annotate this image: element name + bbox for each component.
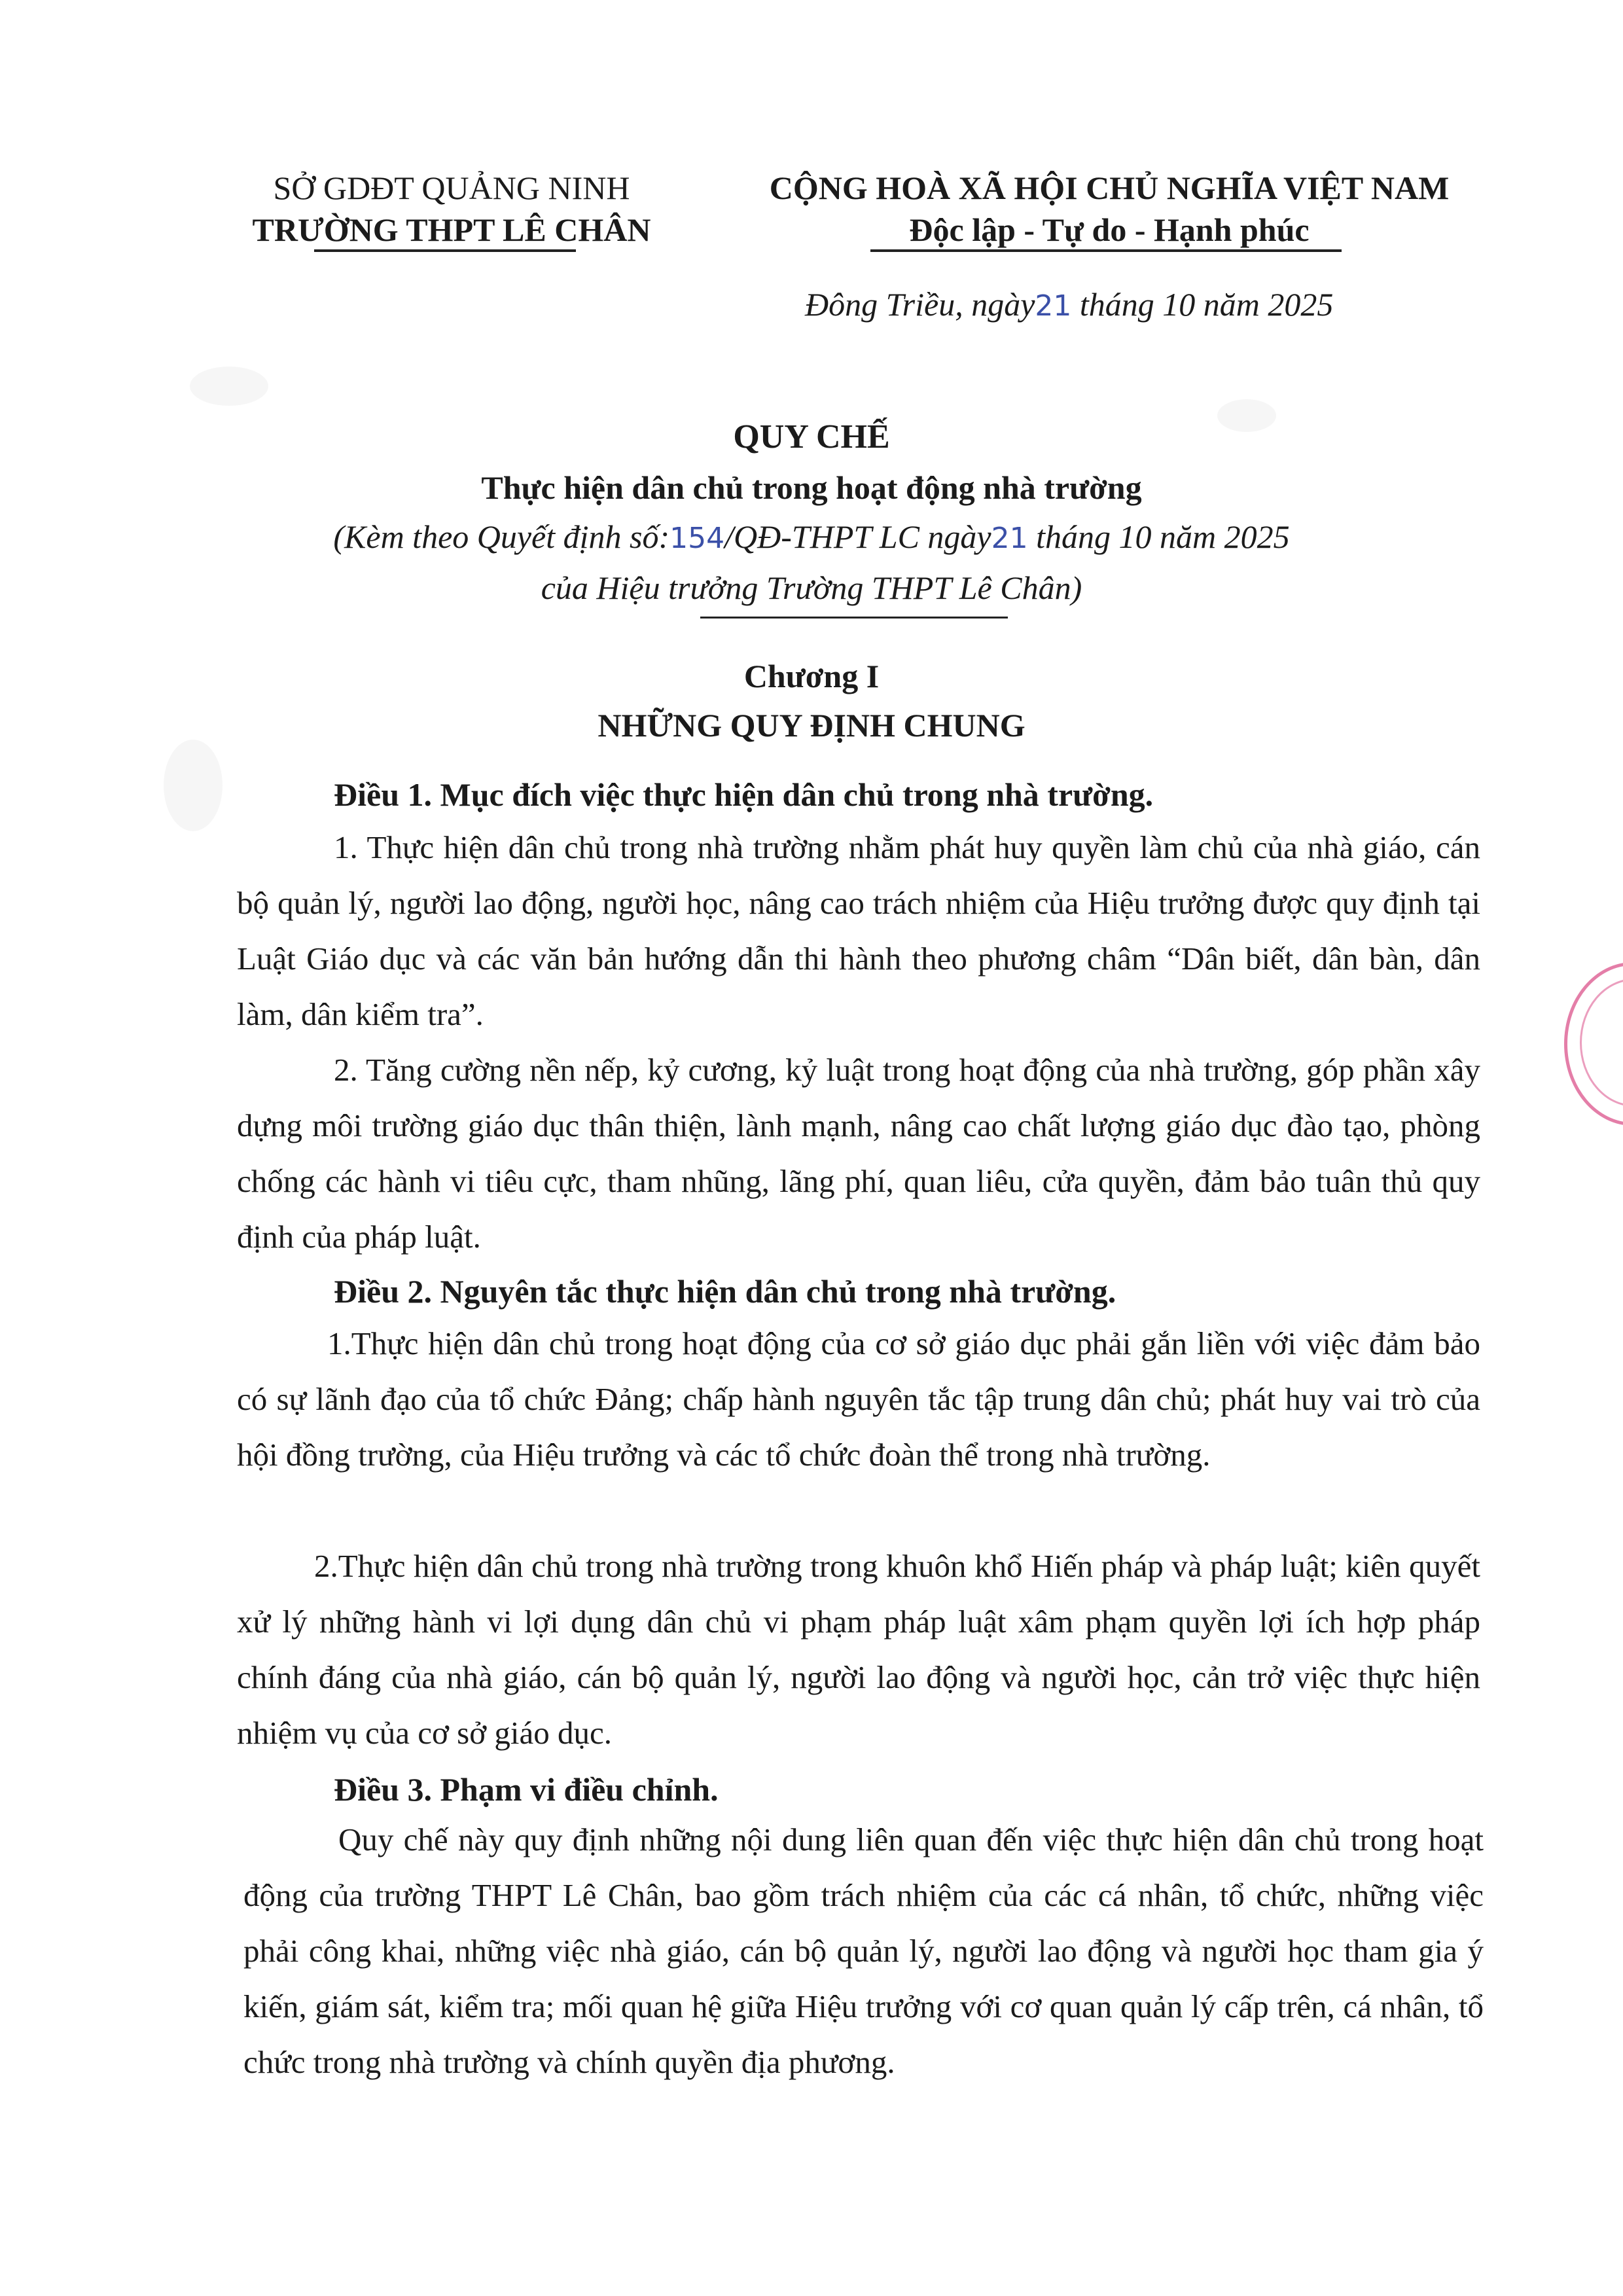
header-motto: Độc lập - Tự do - Hạnh phúc	[909, 211, 1310, 248]
document-title: QUY CHẾ	[733, 418, 890, 456]
scan-smudge	[190, 367, 268, 406]
header-school-underline	[314, 249, 576, 252]
article-2-para-2: 2.Thực hiện dân chủ trong nhà trường trong khuôn khổ Hiến pháp và pháp luật; kiên quyết xử lý những hành vi lợi dụng dân chủ vi phạm pháp luật xâm phạm quyền lợi ích hợp pháp chính đáng của nhà giáo, cán bộ quản lý, người lao động và người học, cản trở việc thực hiện nhiệm vụ của cơ sở giáo dục.	[237, 1548, 1480, 1751]
document-subtitle: Thực hiện dân chủ trong hoạt động nhà trường	[481, 469, 1142, 506]
handwritten-day: 21	[1035, 289, 1072, 323]
ref-suffix: tháng 10 năm 2025	[1036, 518, 1290, 555]
handwritten-decision-number: 154	[669, 522, 725, 555]
handwritten-ref-day: 21	[991, 522, 1028, 555]
article-2-para-1: 1.Thực hiện dân chủ trong hoạt động của cơ sở giáo dục phải gắn liền với việc đảm bảo có sự lãnh đạo của tổ chức Đảng; chấp hành nguyên tắc tập trung dân chủ; phát huy vai trò của hội đồng trường, của Hiệu trưởng và các tổ chức đoàn thể trong nhà trường.	[237, 1325, 1480, 1473]
chapter-label: Chương I	[743, 658, 880, 694]
header-nation: CỘNG HOÀ XÃ HỘI CHỦ NGHĨA VIỆT NAM	[769, 170, 1450, 206]
article-1-para-1: 1. Thực hiện dân chủ trong nhà trường nhằm phát huy quyền làm chủ của nhà giáo, cán bộ quản lý, người lao động, người học, nâng cao trách nhiệm của Hiệu trưởng được quy định tại Luật Giáo dục và các văn bản hướng dẫn thi hành theo phương châm “Dân biết, dân bàn, dân làm, dân kiểm tra”.	[237, 829, 1480, 1032]
place-date-suffix: tháng 10 năm 2025	[1079, 286, 1334, 323]
header-agency: SỞ GDĐT QUẢNG NINH	[273, 170, 630, 206]
article-1-heading: Điều 1. Mục đích việc thực hiện dân chủ trong nhà trường.	[334, 776, 1154, 813]
ref-middle: /QĐ-THPT LC ngày	[724, 518, 991, 555]
article-1-para-2: 2. Tăng cường nền nếp, kỷ cương, kỷ luật trong hoạt động của nhà trường, góp phần xây dựng môi trường giáo dục thân thiện, lành mạnh, nâng cao chất lượng giáo dục đào tạo, phòng chống các hành vi tiêu cực, tham nhũng, lãng phí, quan liêu, cửa quyền, đảm bảo tuân thủ quy định của pháp luật.	[237, 1052, 1480, 1255]
decision-reference-line2: của Hiệu trưởng Trường THPT Lê Chân)	[541, 569, 1082, 606]
title-underline	[700, 617, 1008, 619]
article-2-heading: Điều 2. Nguyên tắc thực hiện dân chủ trong nhà trường.	[334, 1273, 1116, 1310]
chapter-name: NHỮNG QUY ĐỊNH CHUNG	[597, 707, 1026, 744]
ref-prefix: (Kèm theo Quyết định số:	[333, 518, 670, 555]
header-motto-underline	[870, 249, 1342, 252]
article-3-heading: Điều 3. Phạm vi điều chỉnh.	[334, 1771, 719, 1808]
decision-reference	[0, 514, 1623, 562]
header-school: TRƯỜNG THPT LÊ CHÂN	[252, 211, 651, 248]
place-date	[805, 281, 1459, 329]
scan-smudge	[164, 740, 223, 831]
place-date-prefix: Đông Triều, ngày	[805, 286, 1035, 323]
article-3-para-1: Quy chế này quy định những nội dung liên quan đến việc thực hiện dân chủ trong hoạt động của trường THPT Lê Chân, bao gồm trách nhiệm của các cá nhân, tổ chức, những việc phải công khai, những việc nhà giáo, cán bộ quản lý, người lao động và người học tham gia ý kiến, giám sát, kiểm tra; mối quan hệ giữa Hiệu trưởng với cơ quan quản lý cấp trên, cá nhân, tổ chức trong nhà trường và chính quyền địa phương.	[243, 1821, 1484, 2080]
